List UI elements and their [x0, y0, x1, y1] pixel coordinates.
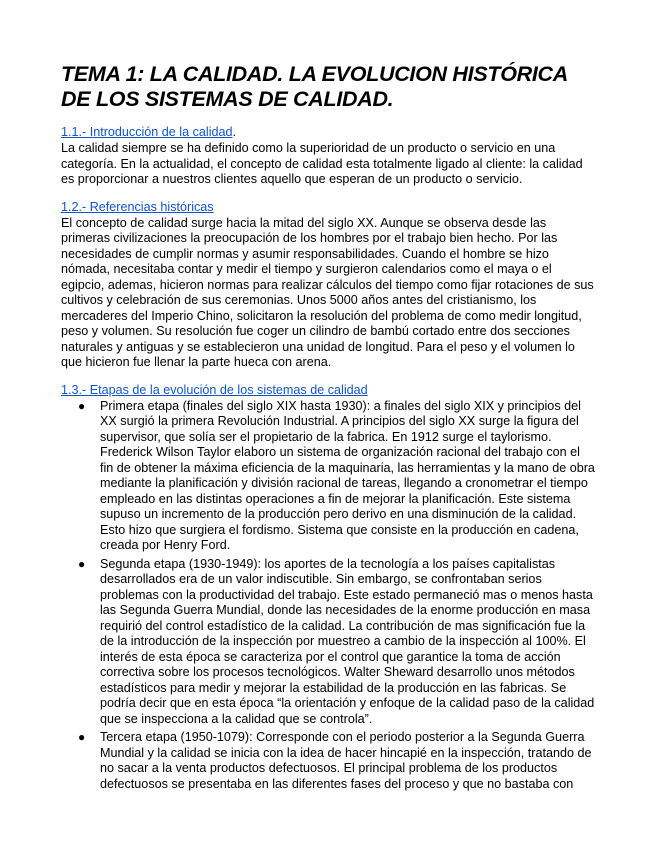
list-item [61, 730, 596, 792]
section-heading-link[interactable]: 1.2.- Referencias históricas [61, 199, 214, 214]
list-item-text: Tercera etapa (1950-1079): Corresponde con el periodo posterior a la Segunda Guerra Mundial y la calidad se inicia con la idea de hacer hincapié en la inspección, tratando de no sacar a la venta productos defectuosos. El principal problema de los productos defectuosos se presentaba en las diferentes fases del proceso y que no bastaba con [100, 730, 592, 791]
section-paragraph: El concepto de calidad surge hacia la mitad del siglo XX. Aunque se observa desde las primeras civilizaciones la preocupación de los hombres por el trabajo bien hecho. Por las necesidades de cumplir normas y asumir responsabilidades. Cuando el hombre se hizo nómada, necesitaba contar y medir el tiempo y surgieron calendarios como el maya o el egipcio, ademas, hicieron normas para realizar cálculos del tiempo como fijar rotaciones de sus cultivos y celebración de sus ceremonias. Unos 5000 años antes del cristianismo, los mercaderes del Imperio Chino, solicitaron la resolución del problema de como medir longitud, peso y volumen. Su resolución fue coger un cilindro de bambú cortado entre dos secciones naturales y antiguas y se establecieron una unidad de longitud. Para el peso y el volumen lo que hicieron fue llenar la parte hueca con arena. [61, 215, 594, 369]
bullet-icon: ● [78, 730, 86, 744]
document-title: TEMA 1: LA CALIDAD. LA EVOLUCION HISTÓRICA DE LOS SISTEMAS DE CALIDAD. [61, 62, 568, 111]
section-etapas [61, 381, 596, 793]
list-item [61, 399, 596, 554]
section-paragraph: La calidad siempre se ha definido como la superioridad de un producto o servicio en una categoría. En la actualidad, el concepto de calidad esta totalmente ligado al cliente: la calidad es proporcionar a nuestros clientes aquello que esperan de un producto o servicio. [61, 141, 583, 186]
list-item [61, 557, 596, 728]
heading-period: . [232, 125, 237, 139]
list-item-text: Primera etapa (finales del siglo XIX hasta 1930): a finales del siglo XIX y principios del XX surgió la primera Revolución Industrial. A principios del siglo XX surge la figura del supervisor, que solía ser el propietario de la fabrica. En 1912 surge el taylorismo. Frederick Wilson Taylor elaboro un sistema de organización racional del trabajo con el fin de obtener la máxima eficiencia de la maquinaria, las herramientas y la mano de obra mediante la planificación y división racional de tareas, llegando a cronometrar el tiempo empleado en las distintas operaciones a fin de mejorar la planificación. Este sistema supuso un incremento de la producción pero derivo en una disminución de la calidad. Esto hizo que surgiera el fordismo. Sistema que consiste en la producción en cadena, creada por Henry Ford. [100, 398, 595, 552]
list-item-text: Segunda etapa (1930-1949): los aportes de la tecnología a los países capitalistas desarrollados era de un valor indiscutible. Sin embargo, se confrontaban serios problemas con la productividad del trabajo. Este estado permaneció mas o menos hasta las Segunda Guerra Mundial, donde las necesidades de la enorme producción en masa requirió del control estadístico de la calidad. La contribución de mas significación fue la de la introducción de la inspección por muestreo a cambio de la inspección al 100%. El interés de esta época se caracteriza por el control que garantice la toma de acción correctiva sobre los procesos tecnológicos. Walter Sheward desarrollo unos métodos estadísticos para medir y mejorar la estabilidad de la producción en las fabricas. Se podría decir que en esta época “la orientación y enfoque de la calidad paso de la calidad que se inspecciona a la calidad que se controla”. [100, 556, 595, 726]
section-introduccion [61, 123, 596, 188]
section-heading-link[interactable]: 1.3.- Etapas de la evolución de los sistemas de calidad [61, 382, 368, 397]
section-referencias [61, 198, 596, 371]
section-heading-link[interactable]: 1.1.- Introducción de la calidad [61, 125, 233, 139]
etapas-list [61, 399, 596, 793]
bullet-icon: ● [78, 556, 86, 571]
bullet-icon: ● [78, 398, 86, 413]
document-page [61, 62, 596, 795]
